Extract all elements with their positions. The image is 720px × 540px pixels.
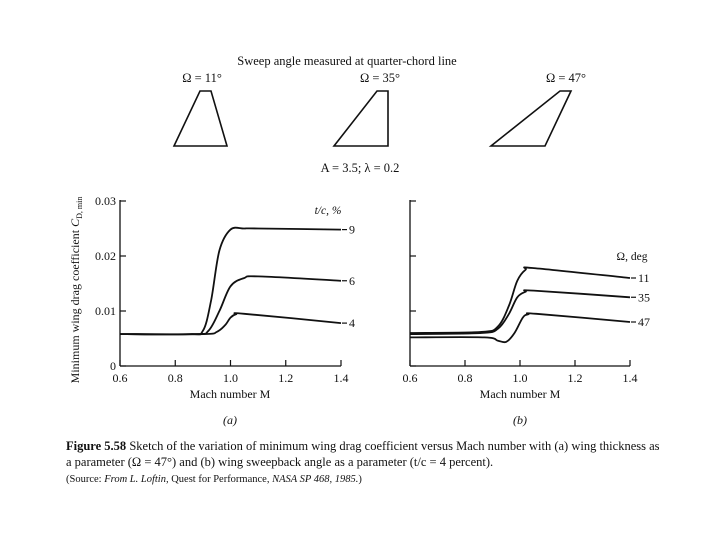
series-b: [410, 267, 650, 342]
series-line-4: [120, 313, 341, 334]
y-axis-label-symbol: C: [68, 218, 82, 227]
source-publication: NASA SP 468, 1985.: [272, 474, 359, 485]
y-tick-label: 0.01: [95, 304, 116, 318]
y-tick-label: 0: [110, 359, 116, 373]
y-tick-label: 0.03: [95, 194, 116, 208]
x-tick-label: 0.8: [457, 371, 473, 385]
wing-label-11: Ω = 11°: [182, 71, 222, 85]
figure-caption: [66, 438, 666, 488]
y-axis-label: [68, 197, 84, 384]
series-label-9: 9: [349, 222, 355, 237]
chart-b: [403, 200, 651, 427]
wing-planform-35: [334, 91, 388, 146]
y-axis-label-subscript: D, min: [75, 196, 84, 219]
series-label-35: 35: [638, 290, 650, 305]
source-author: From L. Loftin,: [104, 474, 169, 485]
ticks-b: [403, 201, 638, 385]
source-title: Quest for Performance,: [168, 474, 273, 485]
caption-label: Figure 5.58: [66, 439, 127, 453]
wing-parameters: A = 3.5; λ = 0.2: [320, 161, 400, 175]
series-label-4: 4: [349, 316, 355, 331]
x-tick-label: 1.0: [223, 371, 238, 385]
x-tick-label: 1.4: [333, 371, 349, 385]
x-axis-label-b: Mach number M: [479, 387, 561, 401]
series-label-47: 47: [638, 315, 650, 329]
wing-planform-47: [491, 91, 571, 146]
source-suffix: ): [358, 474, 362, 485]
x-tick-label: 0.8: [167, 371, 183, 385]
panel-label-b: (b): [513, 413, 527, 427]
x-tick-label: 0.6: [112, 371, 128, 385]
chart-a: [68, 194, 355, 427]
series-label-11: 11: [638, 271, 650, 285]
panel-label-a: (a): [223, 413, 237, 427]
legend-title-a: t/c, %: [314, 205, 342, 217]
x-tick-label: 0.6: [402, 371, 418, 385]
x-axis-label-a: Mach number M: [189, 387, 271, 401]
series-line-35: [410, 290, 630, 334]
caption-text: Sketch of the variation of minimum wing drag coefficient versus Mach number with (a) wing thickness as a parameter (Ω = 47°) and (b) wing sweepback angle as a parameter (t/c = 4 percent).: [66, 439, 660, 469]
x-tick-label: 1.0: [512, 371, 528, 385]
series-line-47: [410, 313, 630, 342]
source-prefix: (Source:: [66, 474, 105, 485]
series-line-6: [120, 276, 341, 334]
series-a: [120, 223, 355, 335]
wing-label-47: Ω = 47°: [545, 71, 587, 85]
legend-title-b: Ω, deg: [616, 251, 648, 263]
x-tick-label: 1.2: [567, 371, 583, 385]
series-label-6: 6: [349, 273, 355, 288]
sweep-title: Sweep angle measured at quarter-chord line: [237, 54, 457, 68]
x-tick-label: 1.2: [278, 371, 294, 385]
ticks-a: [95, 194, 349, 385]
caption-source: [66, 474, 362, 485]
x-tick-label: 1.4: [622, 371, 638, 385]
wing-label-35: Ω = 35°: [359, 71, 401, 85]
wing-planform-11: [174, 91, 227, 146]
y-axis-label-main: Minimum wing drag coefficient: [68, 226, 82, 384]
y-tick-label: 0.02: [95, 249, 116, 263]
